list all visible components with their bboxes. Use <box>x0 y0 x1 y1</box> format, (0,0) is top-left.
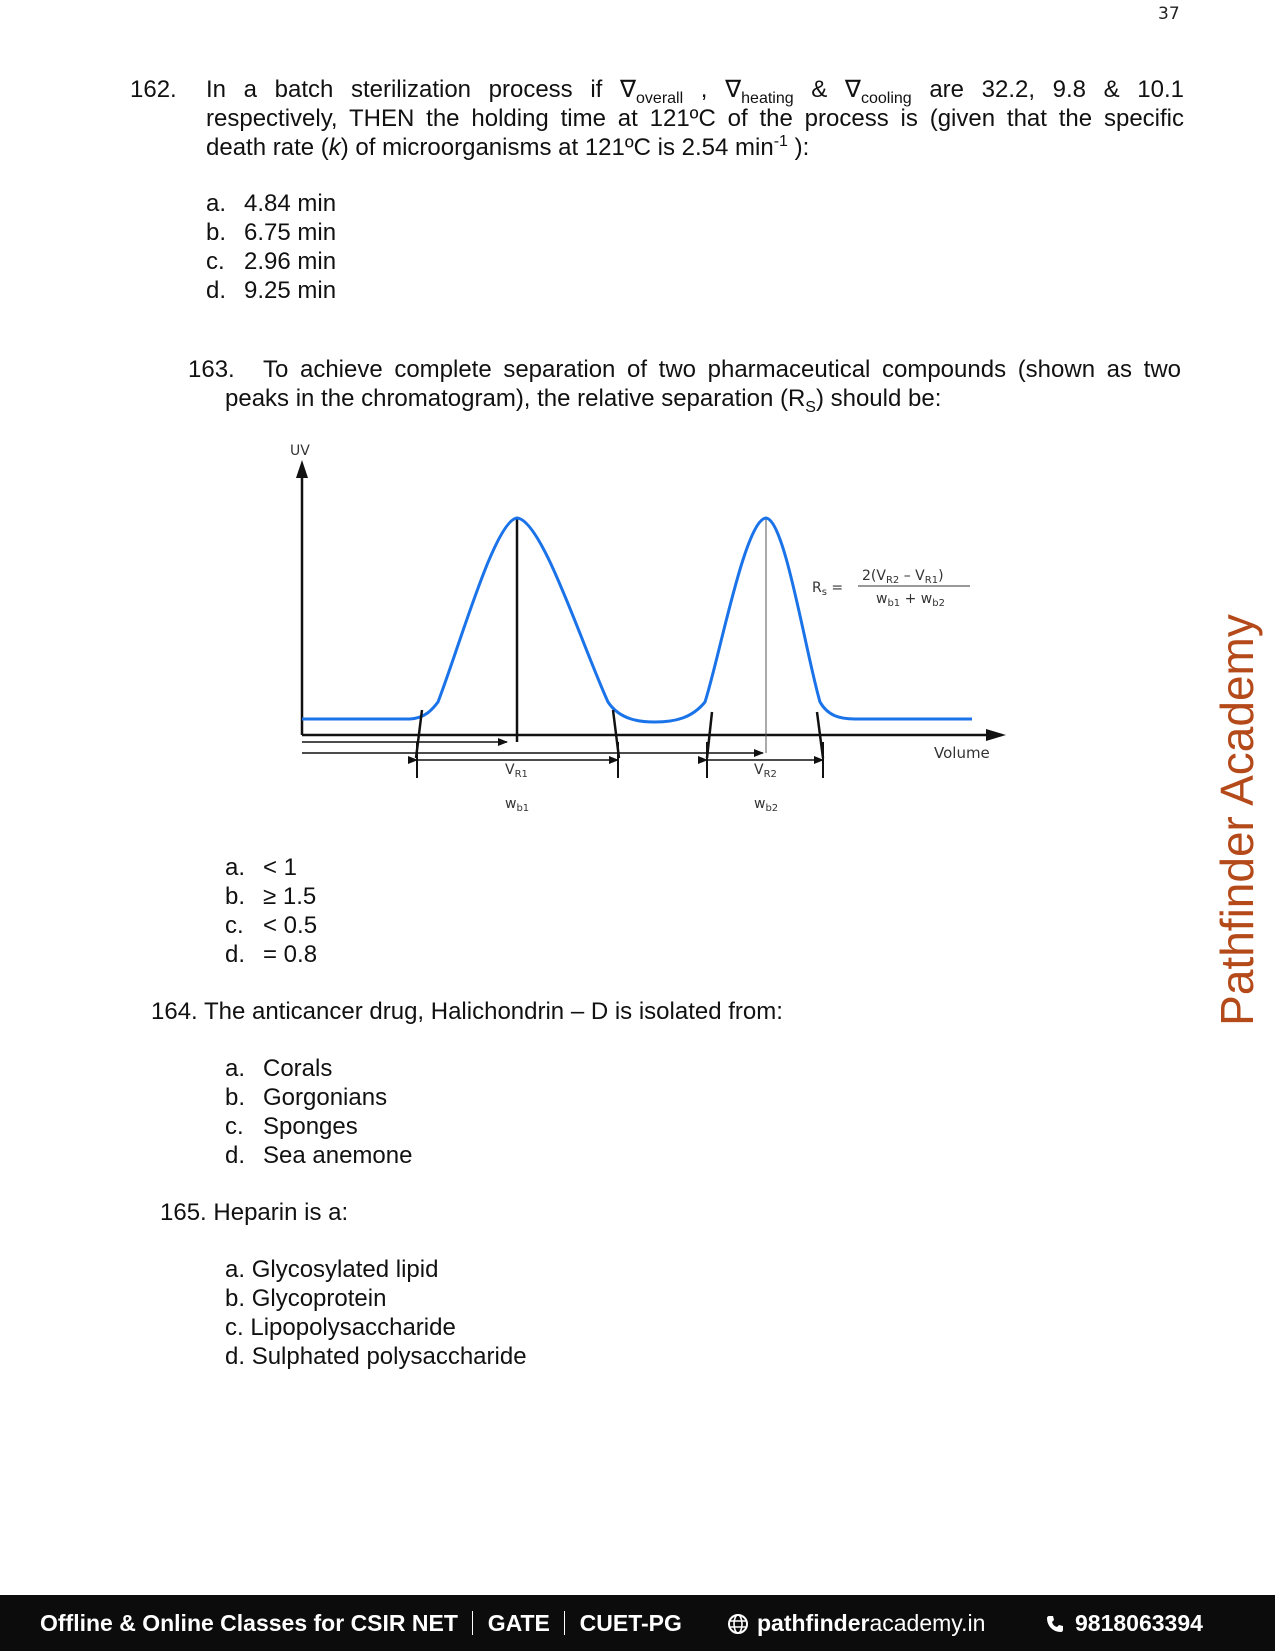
option-a <box>206 189 336 218</box>
option-c <box>206 247 336 276</box>
q162-text: are 32.2, 9.8 & 10.1 <box>911 76 1184 103</box>
footer-phone-number: 9818063394 <box>1075 1610 1203 1636</box>
option-letter: b. <box>206 219 227 246</box>
q163-text: ) should be: <box>815 385 942 412</box>
option-c <box>225 911 317 940</box>
option-letter: c. <box>225 1314 244 1341</box>
q162-text: death rate ( <box>206 134 329 161</box>
option-b <box>225 1284 527 1313</box>
option-letter: a. <box>225 854 246 881</box>
option-letter: d. <box>225 1343 246 1370</box>
options-162 <box>206 189 336 305</box>
q162-text: ) of microorganisms at 121ºC is 2.54 min <box>340 134 774 161</box>
formula-lhs: $R_s$ = <box>812 580 844 598</box>
subscript: heating <box>741 89 794 107</box>
footer-bar <box>0 1595 1275 1651</box>
formula-numerator: $2(V_{R2} - V_{R1})$ <box>862 568 944 586</box>
option-text: Sulphated polysaccharide <box>251 1343 527 1370</box>
question-number: 162. <box>130 76 177 103</box>
y-axis-arrow-icon <box>296 460 308 478</box>
option-text: Sea anemone <box>263 1142 413 1169</box>
option-text: Corals <box>263 1055 333 1082</box>
option-text: < 0.5 <box>263 912 318 939</box>
option-text: 4.84 min <box>244 190 337 217</box>
option-a <box>225 1255 527 1284</box>
question-164 <box>151 997 783 1026</box>
vr2-label: $V_{R2}$ <box>754 762 777 780</box>
subscript: cooling <box>860 89 912 107</box>
wb2-label: $w_{b2}$ <box>754 796 779 814</box>
option-letter: a. <box>206 190 227 217</box>
x-axis-label: Volume <box>934 744 990 762</box>
option-text: 9.25 min <box>244 277 337 304</box>
page-number: 37 <box>1158 4 1180 24</box>
question-line-2 <box>225 384 1185 416</box>
question-line-1: To achieve complete separation of two pharmaceutical compounds (shown as two <box>263 356 1181 383</box>
superscript: -1 <box>773 133 788 150</box>
option-letter: c. <box>225 1113 244 1140</box>
footer-divider <box>472 1611 473 1635</box>
option-text: Sponges <box>263 1113 358 1140</box>
option-b <box>225 882 317 911</box>
option-c <box>225 1112 412 1141</box>
option-d <box>206 276 336 305</box>
option-text: Glycosylated lipid <box>251 1256 439 1283</box>
question-text: Heparin is a: <box>213 1199 349 1226</box>
q162-italic: k <box>328 134 341 161</box>
q162-text: , ∇ <box>683 76 742 103</box>
option-letter: a. <box>225 1256 246 1283</box>
footer-classes-text: Offline & Online Classes for CSIR NET <box>40 1610 458 1636</box>
footer-site-rest: academy.in <box>869 1610 986 1636</box>
footer-classes <box>40 1610 682 1637</box>
footer-website[interactable] <box>727 1610 985 1637</box>
footer-gate-text: GATE <box>487 1610 550 1636</box>
footer-site-bold: pathfinder <box>757 1610 870 1636</box>
options-164 <box>225 1054 412 1170</box>
q163-text: peaks in the chromatogram), the relative separation (R <box>225 385 806 412</box>
wb1-label: $w_{b1}$ <box>505 796 530 814</box>
phone-icon <box>1045 1614 1065 1634</box>
q162-text: ): <box>787 134 810 161</box>
question-text: The anticancer drug, Halichondrin – D is isolated from: <box>203 998 783 1025</box>
option-text: Glycoprotein <box>251 1285 387 1312</box>
option-letter: a. <box>225 1055 246 1082</box>
option-d <box>225 1342 527 1371</box>
option-text: Gorgonians <box>263 1084 388 1111</box>
question-165 <box>160 1198 348 1227</box>
option-d <box>225 940 317 969</box>
option-text: ≥ 1.5 <box>263 883 317 910</box>
question-line-1 <box>206 75 1184 107</box>
option-letter: c. <box>206 248 225 275</box>
chromatogram-figure <box>280 440 1010 830</box>
option-letter: c. <box>225 912 244 939</box>
options-165 <box>225 1255 527 1371</box>
subscript: S <box>805 398 816 416</box>
option-letter: d. <box>206 277 227 304</box>
chromatogram-curve <box>302 518 972 722</box>
option-d <box>225 1141 412 1170</box>
option-a <box>225 853 317 882</box>
option-text: 2.96 min <box>244 248 337 275</box>
option-text: 6.75 min <box>244 219 337 246</box>
option-letter: b. <box>225 883 246 910</box>
watermark: Pathfinder Academy <box>1211 614 1263 1026</box>
vr1-label: $V_{R1}$ <box>505 762 528 780</box>
option-letter: d. <box>225 1142 246 1169</box>
footer-cuet-text: CUET-PG <box>579 1610 682 1636</box>
option-c <box>225 1313 527 1342</box>
question-line-3 <box>206 133 1184 162</box>
option-letter: d. <box>225 941 246 968</box>
option-b <box>225 1083 412 1112</box>
q162-text: & ∇ <box>793 76 861 103</box>
y-axis-label: UV <box>290 443 310 459</box>
options-163 <box>225 853 317 969</box>
subscript: overall <box>636 89 684 107</box>
option-letter: b. <box>225 1084 246 1111</box>
option-letter: b. <box>225 1285 246 1312</box>
question-line-2: respectively, THEN the holding time at 121ºC of the process is (given that the specific <box>206 105 1184 132</box>
formula-denominator: $w_{b1} + w_{b2}$ <box>876 591 945 609</box>
q162-text: In a batch sterilization process if ∇ <box>206 76 637 103</box>
option-a <box>225 1054 412 1083</box>
globe-icon <box>727 1613 749 1635</box>
option-text: Lipopolysaccharide <box>250 1314 456 1341</box>
question-number: 165. <box>160 1199 207 1226</box>
question-number: 164. <box>151 998 198 1025</box>
footer-phone[interactable] <box>1045 1610 1203 1637</box>
option-text: < 1 <box>263 854 298 881</box>
question-number: 163. <box>188 356 235 383</box>
x-axis-arrow-icon <box>986 729 1006 741</box>
option-b <box>206 218 336 247</box>
option-text: = 0.8 <box>263 941 318 968</box>
footer-divider <box>564 1611 565 1635</box>
